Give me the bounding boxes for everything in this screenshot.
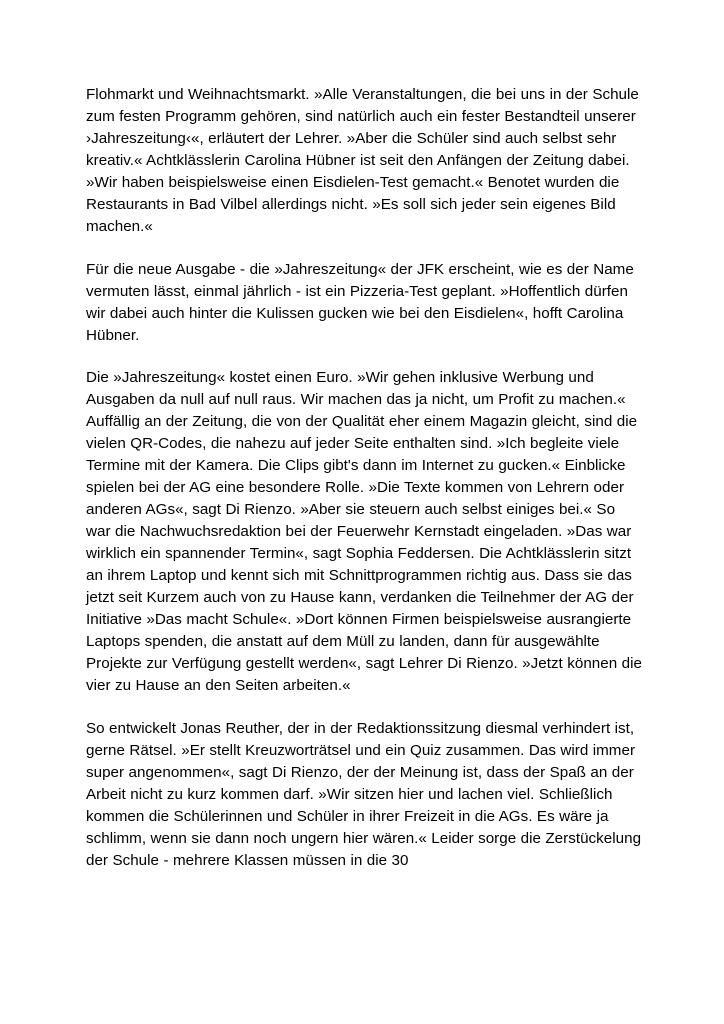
paragraph-1: Flohmarkt und Weihnachtsmarkt. »Alle Veranstaltungen, die bei uns in der Schule zum festen Programm gehören, sind natürlich auch ein fester Bestandteil unserer ›Jahreszeitung‹«, erläutert der Lehrer. »Aber die Schüler sind auch selbst sehr kreativ.« Achtklässlerin Carolina Hübner ist seit den Anfängen der Zeitung dabei. »Wir haben beispielsweise einen Eisdielen-Test gemacht.« Benotet wurden die Restaurants in Bad Vilbel allerdings nicht. »Es soll sich jeder sein eigenes Bild machen.« bbox=[86, 86, 639, 235]
article-body bbox=[86, 84, 642, 871]
paragraph-3: Die »Jahreszeitung« kostet einen Euro. »Wir gehen inklusive Werbung und Ausgaben da null auf null raus. Wir machen das ja nicht, um Profit zu machen.« Auffällig an der Zeitung, die von der Qualität eher einem Magazin gleicht, sind die vielen QR-Codes, die nahezu auf jeder Seite enthalten sind. »Ich begleite viele Termine mit der Kamera. Die Clips gibt's dann im Internet zu gucken.« Einblicke spielen bei der AG eine besondere Rolle. »Die Texte kommen von Lehrern oder anderen AGs«, sagt Di Rienzo. »Aber sie steuern auch selbst einiges bei.« So war die Nachwuchsredaktion bei der Feuerwehr Kernstadt eingeladen. »Das war wirklich ein spannender Termin«, sagt Sophia Feddersen. Die Achtklässlerin sitzt an ihrem Laptop und kennt sich mit Schnittprogrammen richtig aus. Dass sie das jetzt seit Kurzem auch von zu Hause kann, verdanken die Teilnehmer der AG der Initiative »Das macht Schule«. »Dort können Firmen beispielsweise ausrangierte Laptops spenden, die anstatt auf dem Müll zu landen, dann für ausgewählte Projekte zur Verfügung gestellt werden«, sagt Lehrer Di Rienzo. »Jetzt können die vier zu Hause an den Seiten arbeiten.« bbox=[86, 369, 642, 694]
paragraph-4: So entwickelt Jonas Reuther, der in der Redaktionssitzung diesmal verhindert ist, gerne Rätsel. »Er stellt Kreuzworträtsel und ein Quiz zusammen. Das wird immer super angenommen«, sagt Di Rienzo, der der Meinung ist, dass der Spaß an der Arbeit nicht zu kurz kommen darf. »Wir sitzen hier und lachen viel. Schließlich kommen die Schülerinnen und Schüler in ihrer Freizeit in die AGs. Es wäre ja schlimm, wenn sie dann noch ungern hier wären.« Leider sorge die Zerstückelung der Schule - mehrere Klassen müssen in die 30 bbox=[86, 719, 642, 869]
paragraph-2: Für die neue Ausgabe - die »Jahreszeitung« der JFK erscheint, wie es der Name vermuten lässt, einmal jährlich - ist ein Pizzeria-Test geplant. »Hoffentlich dürfen wir dabei auch hinter die Kulissen gucken wie bei den Eisdielen«, hofft Carolina Hübner. bbox=[86, 260, 634, 344]
